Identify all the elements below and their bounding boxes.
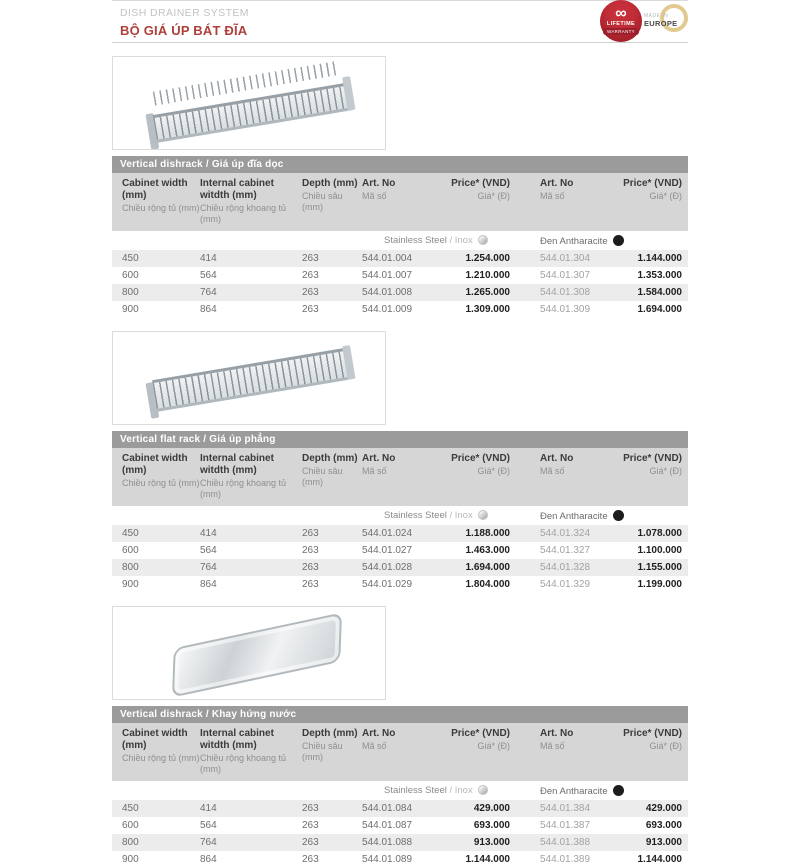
cell-price1: 1.188.000 [465, 528, 510, 539]
page-title: BỘ GIÁ ÚP BÁT ĐĨA [120, 23, 248, 38]
col-header-art-no-1: Art. No Mã số [362, 173, 440, 231]
cell-price1: 429.000 [473, 803, 510, 814]
col-header-art-no-2: Art. No Mã số [510, 723, 618, 781]
cell-art1: 544.01.024 [362, 528, 413, 539]
table-row [112, 250, 688, 267]
cell-internal: 414 [200, 253, 217, 264]
cell-internal: 864 [200, 854, 217, 865]
table-header-row [112, 448, 688, 506]
cell-depth: 263 [302, 253, 319, 264]
cell-art1: 544.01.084 [362, 803, 413, 814]
cell-price2: 1.078.000 [637, 528, 682, 539]
col-header-art-no-1: Art. No Mã số [362, 448, 440, 506]
cell-price1: 913.000 [473, 837, 510, 848]
table-row [112, 284, 688, 301]
cell-price1: 693.000 [473, 820, 510, 831]
cell-art2: 544.01.387 [540, 820, 591, 831]
cell-depth: 263 [302, 304, 319, 315]
col-header-depth: Depth (mm) Chiều sâu (mm) [302, 723, 362, 781]
cell-price2: 1.155.000 [637, 562, 682, 573]
cell-price2: 1.100.000 [637, 545, 682, 556]
col-header-art-no-2: Art. No Mã số [510, 173, 618, 231]
cell-internal: 414 [200, 803, 217, 814]
finish-anthracite-label: Đen Antharacite [540, 510, 624, 522]
cell-price2: 693.000 [645, 820, 682, 831]
col-header-price-1: Price* (VND) Giá* (Đ) [440, 448, 510, 506]
finish-stainless-label: Stainless Steel / Inox [384, 510, 488, 521]
col-header-price-2: Price* (VND) Giá* (Đ) [618, 723, 688, 781]
spec-table-body [112, 250, 688, 318]
table-row [112, 559, 688, 576]
cell-depth: 263 [302, 562, 319, 573]
table-row [112, 800, 688, 817]
finish-row [112, 231, 688, 250]
cell-price1: 1.694.000 [465, 562, 510, 573]
product-image-drip-tray [112, 606, 386, 700]
warranty-label: WARRANTY [603, 28, 639, 35]
section-drip-tray [112, 606, 688, 868]
cell-art2: 544.01.304 [540, 253, 591, 264]
cell-depth: 263 [302, 270, 319, 281]
product-image-flat-wire-rack [112, 331, 386, 425]
col-header-price-1: Price* (VND) Giá* (Đ) [440, 173, 510, 231]
col-header-art-no-2: Art. No Mã số [510, 448, 618, 506]
table-row [112, 851, 688, 868]
finish-row [112, 781, 688, 800]
cell-price2: 1.199.000 [637, 579, 682, 590]
section-title-bar: Vertical flat rack / Giá úp phẳng [112, 431, 688, 448]
rack-wires [152, 348, 349, 412]
cell-internal: 864 [200, 304, 217, 315]
cell-depth: 263 [302, 803, 319, 814]
cell-internal: 564 [200, 545, 217, 556]
spec-table [112, 723, 688, 781]
col-header-price-2: Price* (VND) Giá* (Đ) [618, 173, 688, 231]
col-header-depth: Depth (mm) Chiều sâu (mm) [302, 173, 362, 231]
cell-internal: 564 [200, 820, 217, 831]
col-header-internal-width: Internal cabinet witdth (mm) Chiều rộng khoang tủ (mm) [200, 173, 302, 231]
finish-stainless-label: Stainless Steel / Inox [384, 235, 488, 246]
cell-width: 600 [122, 545, 139, 556]
product-image-spiked-dish-rack [112, 56, 386, 150]
table-header-row [112, 723, 688, 781]
cell-art2: 544.01.329 [540, 579, 591, 590]
cell-art2: 544.01.328 [540, 562, 591, 573]
europe-label: EUROPE [644, 19, 678, 28]
cell-art1: 544.01.028 [362, 562, 413, 573]
cell-depth: 263 [302, 820, 319, 831]
cell-internal: 764 [200, 562, 217, 573]
cell-price1: 1.144.000 [465, 854, 510, 865]
cell-price1: 1.309.000 [465, 304, 510, 315]
catalog-page [112, 0, 688, 868]
cell-price1: 1.265.000 [465, 287, 510, 298]
cell-price1: 1.463.000 [465, 545, 510, 556]
cell-art1: 544.01.007 [362, 270, 413, 281]
drip-tray-illustration [172, 612, 342, 697]
cell-art1: 544.01.004 [362, 253, 413, 264]
cell-art2: 544.01.327 [540, 545, 591, 556]
spec-table-body [112, 800, 688, 868]
cell-art2: 544.01.384 [540, 803, 591, 814]
cell-depth: 263 [302, 287, 319, 298]
col-header-cabinet-width: Cabinet width (mm) Chiều rộng tủ (mm) [112, 448, 200, 506]
cell-price1: 1.254.000 [465, 253, 510, 264]
cell-width: 600 [122, 270, 139, 281]
cell-price2: 913.000 [645, 837, 682, 848]
cell-art2: 544.01.389 [540, 854, 591, 865]
cell-price2: 429.000 [645, 803, 682, 814]
cell-art1: 544.01.088 [362, 837, 413, 848]
cell-price2: 1.694.000 [637, 304, 682, 315]
col-header-cabinet-width: Cabinet width (mm) Chiều rộng tủ (mm) [112, 723, 200, 781]
cell-price2: 1.144.000 [637, 854, 682, 865]
cell-art1: 544.01.008 [362, 287, 413, 298]
col-header-price-2: Price* (VND) Giá* (Đ) [618, 448, 688, 506]
page-header [112, 0, 688, 43]
flat-rack-illustration [151, 342, 349, 413]
section-vertical-flat-rack [112, 331, 688, 593]
cell-width: 900 [122, 854, 139, 865]
lifetime-label: LIFETIME [606, 21, 636, 27]
section-title-bar: Vertical dishrack / Khay hứng nước [112, 706, 688, 723]
anthracite-dot-icon [613, 235, 624, 246]
table-row [112, 817, 688, 834]
cell-depth: 263 [302, 545, 319, 556]
cell-width: 450 [122, 528, 139, 539]
cell-art2: 544.01.308 [540, 287, 591, 298]
cell-art1: 544.01.089 [362, 854, 413, 865]
cell-art2: 544.01.388 [540, 837, 591, 848]
cell-internal: 764 [200, 837, 217, 848]
cell-width: 800 [122, 837, 139, 848]
cell-width: 800 [122, 287, 139, 298]
cell-art1: 544.01.027 [362, 545, 413, 556]
cell-width: 900 [122, 579, 139, 590]
spec-table [112, 448, 688, 506]
table-header-row [112, 173, 688, 231]
cell-price1: 1.210.000 [465, 270, 510, 281]
cell-price2: 1.353.000 [637, 270, 682, 281]
cell-art2: 544.01.309 [540, 304, 591, 315]
stainless-dot-icon [478, 785, 488, 795]
section-title-bar: Vertical dishrack / Giá úp đĩa dọc [112, 156, 688, 173]
section-vertical-dishrack [112, 56, 688, 318]
col-header-price-1: Price* (VND) Giá* (Đ) [440, 723, 510, 781]
cell-internal: 414 [200, 528, 217, 539]
stainless-dot-icon [478, 235, 488, 245]
cell-width: 600 [122, 820, 139, 831]
finish-stainless-label: Stainless Steel / Inox [384, 785, 488, 796]
spec-table [112, 173, 688, 231]
table-row [112, 301, 688, 318]
col-header-depth: Depth (mm) Chiều sâu (mm) [302, 448, 362, 506]
table-row [112, 267, 688, 284]
col-header-internal-width: Internal cabinet witdth (mm) Chiều rộng khoang tủ (mm) [200, 723, 302, 781]
cell-art2: 544.01.307 [540, 270, 591, 281]
cell-width: 450 [122, 253, 139, 264]
finish-row [112, 506, 688, 525]
badges [600, 0, 688, 42]
cell-internal: 764 [200, 287, 217, 298]
cell-depth: 263 [302, 854, 319, 865]
cell-width: 800 [122, 562, 139, 573]
cell-price2: 1.584.000 [637, 287, 682, 298]
made-in-europe-badge [644, 0, 688, 42]
anthracite-dot-icon [613, 510, 624, 521]
cell-depth: 263 [302, 837, 319, 848]
cell-art1: 544.01.009 [362, 304, 413, 315]
stainless-dot-icon [478, 510, 488, 520]
finish-anthracite-label: Đen Antharacite [540, 785, 624, 797]
infinity-icon: ∞ [615, 5, 627, 22]
cell-depth: 263 [302, 579, 319, 590]
cell-width: 450 [122, 803, 139, 814]
category-label: DISH DRAINER SYSTEM [120, 7, 249, 19]
table-row [112, 542, 688, 559]
cell-art1: 544.01.087 [362, 820, 413, 831]
lifetime-warranty-badge [600, 0, 642, 42]
col-header-cabinet-width: Cabinet width (mm) Chiều rộng tủ (mm) [112, 173, 200, 231]
made-in-label: MADE IN [644, 13, 669, 19]
table-row [112, 834, 688, 851]
spec-table-body [112, 525, 688, 593]
table-row [112, 576, 688, 593]
anthracite-dot-icon [613, 785, 624, 796]
cell-internal: 564 [200, 270, 217, 281]
table-row [112, 525, 688, 542]
dish-rack-illustration [151, 73, 349, 144]
col-header-art-no-1: Art. No Mã số [362, 723, 440, 781]
cell-art2: 544.01.324 [540, 528, 591, 539]
cell-width: 900 [122, 304, 139, 315]
cell-internal: 864 [200, 579, 217, 590]
cell-price2: 1.144.000 [637, 253, 682, 264]
cell-price1: 1.804.000 [465, 579, 510, 590]
cell-depth: 263 [302, 528, 319, 539]
cell-art1: 544.01.029 [362, 579, 413, 590]
finish-anthracite-label: Đen Antharacite [540, 235, 624, 247]
col-header-internal-width: Internal cabinet witdth (mm) Chiều rộng khoang tủ (mm) [200, 448, 302, 506]
